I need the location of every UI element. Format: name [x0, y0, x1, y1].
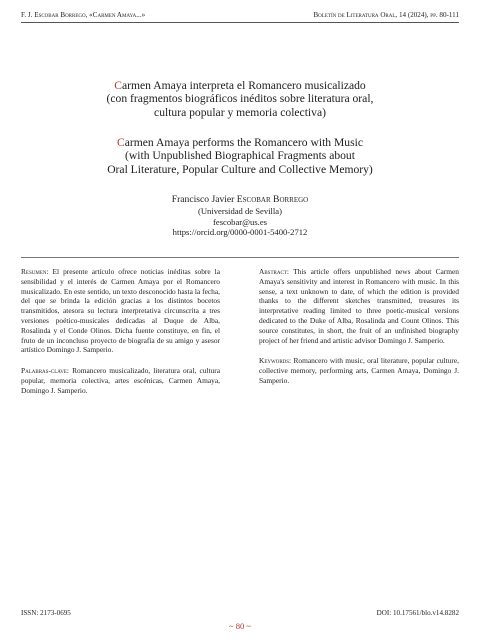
keywords-spanish: [21, 366, 220, 395]
title-es-line-1: [40, 79, 440, 92]
title-es-initial: C: [114, 79, 123, 92]
abstract-es-text: El presente artículo ofrece noticias inéditas sobre la sensibilidad y el interés de Carmen Amaya por el Romancero musicalizado. En este sentido, un texto desconocido hasta la fecha, del que se brinda la edición gracias a los distintos bocetos transmitidos, atesora su lectura interpretativa circunscrita a tres versiones poético-musicales dedicadas al Duque de Alba, Rosalinda y el Conde Olinos. Dicha fuente constituye, en fin, el fruto de un inconcluso proyecto de biografía de su amigo y asesor artístico Domingo J. Samperio.: [21, 267, 220, 355]
abstract-spanish: [21, 267, 220, 355]
title-spanish: [40, 79, 440, 119]
abstract-spanish-column: [21, 267, 220, 396]
running-header: [21, 8, 459, 22]
title-es-line-1-text: armen Amaya interpreta el Romancero musicalizado: [122, 79, 366, 92]
author-affiliation: (Universidad de Sevilla): [197, 206, 282, 216]
keywords-en-text: Romancero with music, oral literature, popular culture, collective memory, performing arts, Carmen Amaya, Domingo J. Samperio.: [259, 356, 459, 385]
title-en-line-2: (with Unpublished Biographical Fragments about: [125, 149, 355, 163]
issn: ISSN: 2173-0695: [21, 609, 71, 617]
running-header-authors: F. J. Escobar Borrego, «Carmen Amaya...»: [21, 11, 146, 19]
author-email[interactable]: fescobar@us.es: [213, 216, 267, 227]
title-es-line-3: cultura popular y memoria colectiva): [154, 105, 326, 119]
abstract-es-label: Resumen:: [21, 267, 49, 276]
page-number: ~ 80 ~: [228, 621, 252, 631]
author-orcid-link[interactable]: https://orcid.org/0000-0001-5400-2712: [172, 227, 308, 238]
keywords-en-label: Keywords:: [259, 356, 292, 366]
keywords-es-text: Romancero musicalizado, literatura oral, cultura popular, memoria colectiva, artes escénicas, Carmen Amaya, Domingo J. Samperio.: [21, 366, 220, 395]
title-es-line-2: (con fragmentos biográficos inéditos sobre literatura oral,: [106, 92, 374, 106]
author-given-name: Francisco Javier: [171, 194, 235, 205]
title-en-initial: C: [117, 136, 125, 149]
running-header-journal: [313, 10, 459, 20]
abstract-separator: [21, 257, 459, 258]
title-english: [40, 136, 440, 176]
journal-citation: Boletín de Literatura Oral, 14 (2024), pp. 80-111: [313, 11, 459, 19]
abstract-en-label: Abstract:: [259, 267, 289, 276]
title-en-line-1: [40, 136, 440, 149]
title-en-line-1-text: armen Amaya performs the Romancero with Music: [124, 136, 363, 149]
author-surname: Escobar Borrego: [236, 194, 309, 205]
title-en-line-3: Oral Literature, Popular Culture and Collective Memory): [107, 162, 373, 176]
abstract-english-column: [259, 267, 459, 386]
author-name: [40, 194, 440, 206]
keywords-english: [259, 356, 459, 385]
author-block: [40, 194, 440, 238]
doi-link[interactable]: DOI: 10.17561/blo.v14.8282: [376, 609, 459, 617]
keywords-es-label: Palabras-clave:: [21, 366, 69, 376]
header-rule: [21, 22, 459, 23]
abstract-en-text: This article offers unpublished news about Carmen Amaya's sensitivity and interest in Romancero with music. In this sense, a text unknown to date, of which the edition is provided thanks to the different sketches transmitted, treasures its interpretative reading limited to three poetic-musical versions dedicated to the Duke of Alba, Rosalinda and Count Olinos. This source constitutes, in short, the fruit of an unfinished biography project of her friend and artistic advisor Domingo J. Samperio.: [259, 267, 459, 345]
abstract-english: [259, 267, 459, 345]
